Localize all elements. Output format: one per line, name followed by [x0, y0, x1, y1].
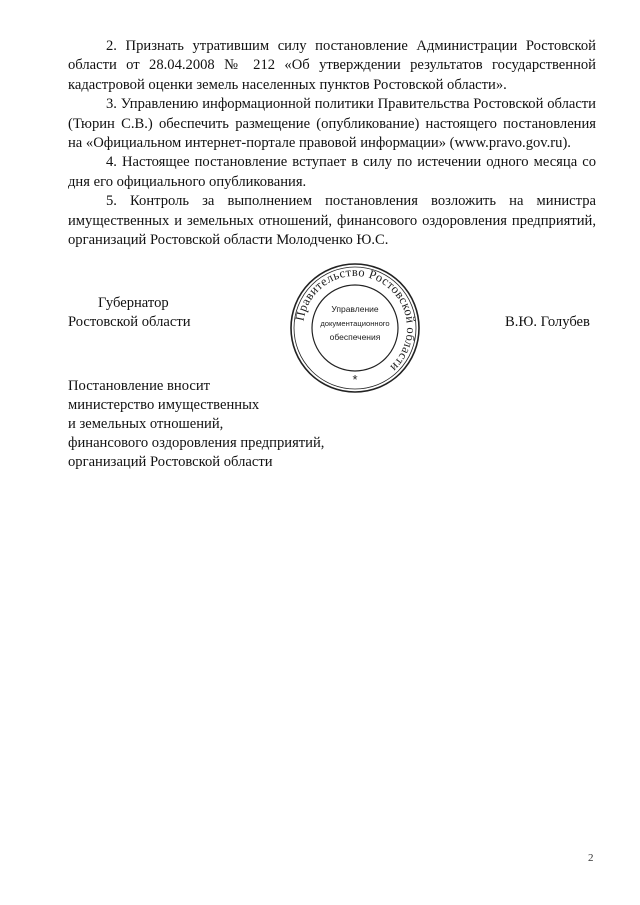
signatory-title-line1: Губернатор	[98, 295, 169, 311]
paragraph-3: 3. Управлению информационной политики Правительства Ростовской области (Тюрин С.В.) обеспечить размещение (опубликование) настоящего постановления на «Официальном интернет-портале правовой информации» (www.pravo.gov.ru).	[68, 96, 596, 152]
stamp-center-line3: обеспечения	[329, 332, 381, 342]
signatory-title-line2: Ростовской области	[68, 314, 191, 330]
footer-line-3: и земельных отношений,	[68, 416, 224, 432]
paragraph-5: 5. Контроль за выполнением постановления возложить на министра имущественных и земельных отношений, финансового оздоровления предприятий, организаций Ростовской области Молодченко Ю.С.	[68, 193, 596, 249]
stamp-star-icon: *	[352, 372, 358, 387]
signatory-name: В.Ю. Голубев	[505, 314, 590, 330]
footer-line-1: Постановление вносит	[68, 378, 211, 394]
stamp-center-line1: Управление	[331, 304, 379, 314]
footer-line-4: финансового оздоровления предприятий,	[68, 435, 325, 451]
paragraph-2: 2. Признать утратившим силу постановление Администрации Ростовской области от 28.04.2008 № 212 «Об утверждении результатов государственной кадастровой оценки земель населенных пунктов Ростовской области».	[68, 38, 596, 93]
footer-line-5: организаций Ростовской области	[68, 454, 273, 470]
stamp-center-line2: документационного	[320, 319, 390, 328]
document-body	[68, 37, 596, 250]
page-number: 2	[588, 852, 594, 864]
paragraph-4: 4. Настоящее постановление вступает в силу по истечении одного месяца со дня его официального опубликования.	[68, 154, 596, 190]
stamp-ring-text: Правительство Ростовской области	[292, 264, 419, 375]
submitted-by-note	[68, 377, 324, 472]
official-seal-stamp	[289, 262, 421, 394]
footer-line-2: министерство имущественных	[68, 397, 260, 413]
